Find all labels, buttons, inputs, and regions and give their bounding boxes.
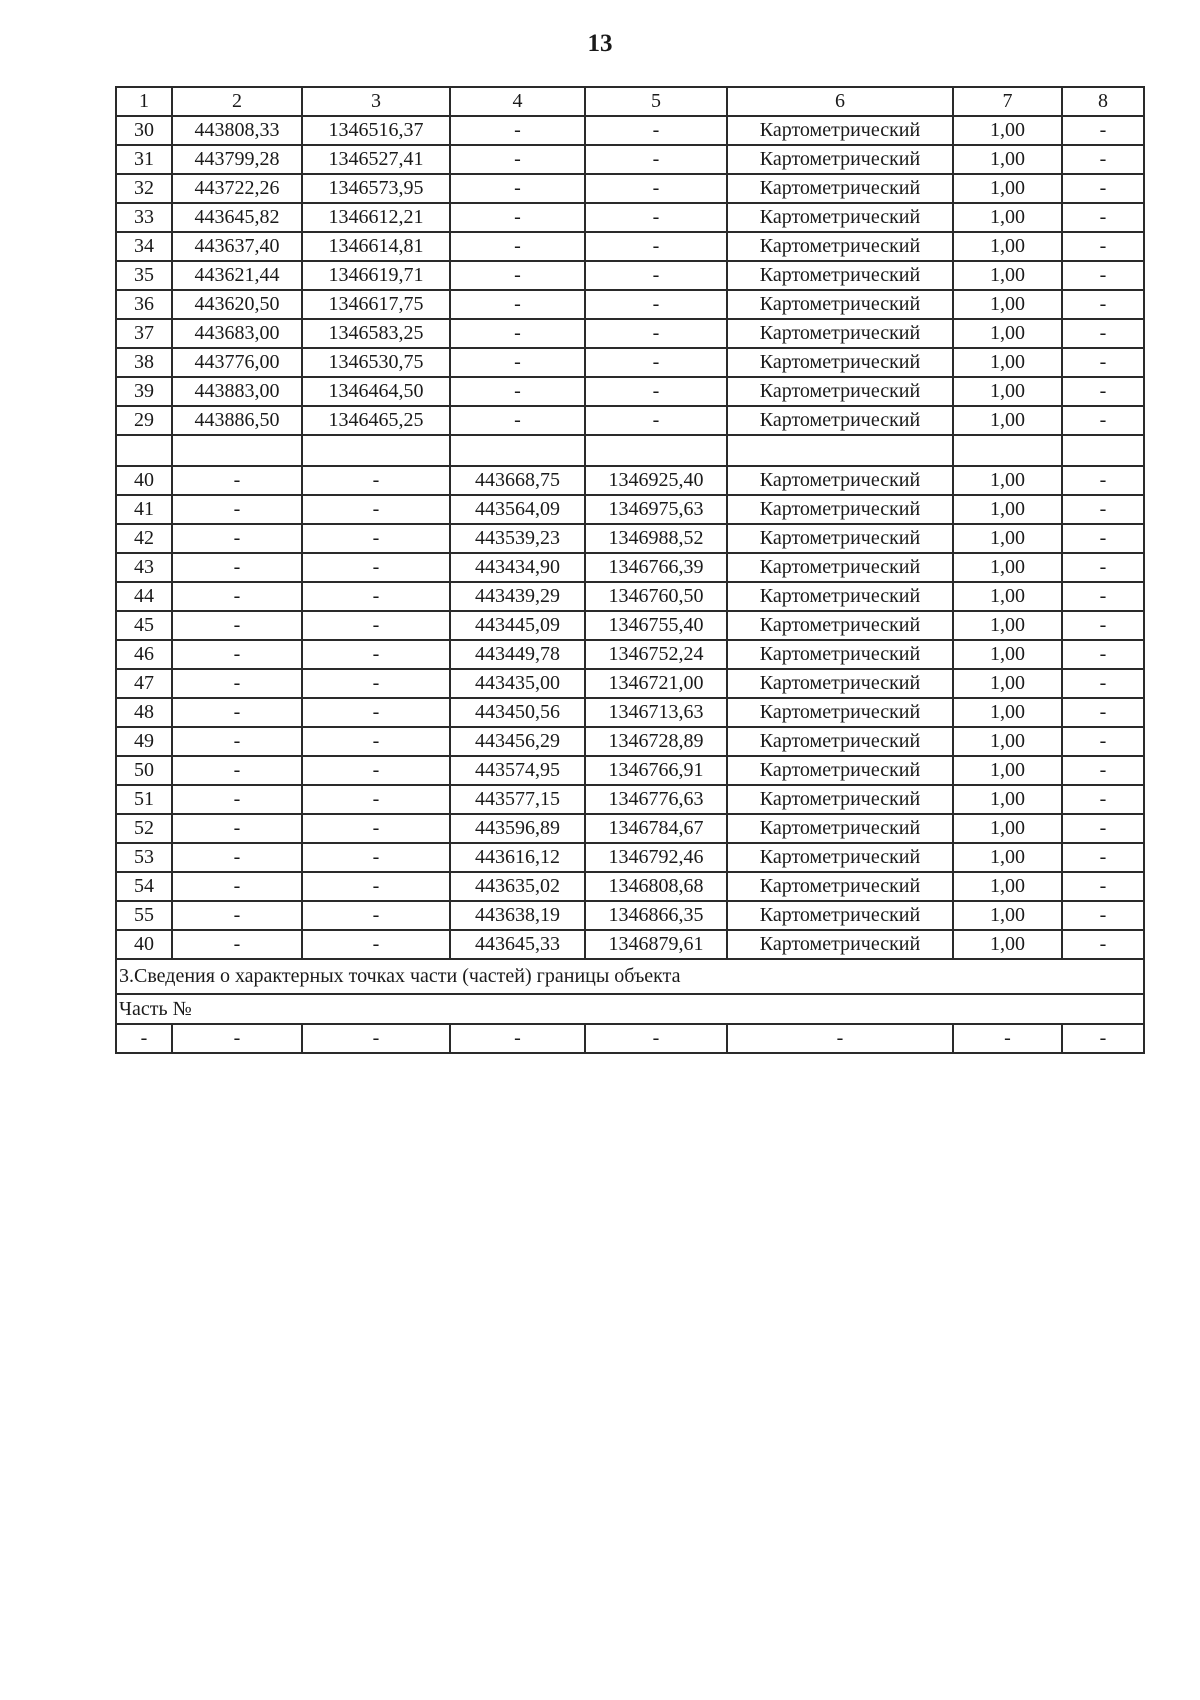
table-row bbox=[116, 348, 1144, 377]
table-cell: 1346614,81 bbox=[302, 232, 450, 261]
table-cell: 1,00 bbox=[953, 756, 1062, 785]
part-cell: - bbox=[1062, 1024, 1144, 1053]
table-cell: 443883,00 bbox=[172, 377, 302, 406]
table-cell: - bbox=[1062, 553, 1144, 582]
method-cell: Картометрический bbox=[727, 232, 953, 261]
table-cell: 443434,90 bbox=[450, 553, 585, 582]
method-cell: Картометрический bbox=[727, 319, 953, 348]
table-cell: 41 bbox=[116, 495, 172, 524]
table-cell: - bbox=[1062, 727, 1144, 756]
header-row bbox=[116, 87, 1144, 116]
table-cell: - bbox=[585, 348, 727, 377]
table-cell: 48 bbox=[116, 698, 172, 727]
table-cell: - bbox=[302, 698, 450, 727]
table-cell: 1,00 bbox=[953, 640, 1062, 669]
table-cell: 443435,00 bbox=[450, 669, 585, 698]
table-cell: - bbox=[585, 174, 727, 203]
table-cell: - bbox=[1062, 232, 1144, 261]
header-cell: 4 bbox=[450, 87, 585, 116]
table-cell: 45 bbox=[116, 611, 172, 640]
table-cell: - bbox=[302, 930, 450, 959]
table-cell: - bbox=[172, 872, 302, 901]
method-cell: Картометрический bbox=[727, 698, 953, 727]
table-cell: 1346975,63 bbox=[585, 495, 727, 524]
method-cell: Картометрический bbox=[727, 377, 953, 406]
table-cell: - bbox=[450, 116, 585, 145]
table-cell: 38 bbox=[116, 348, 172, 377]
method-cell: Картометрический bbox=[727, 582, 953, 611]
table-row bbox=[116, 669, 1144, 698]
table-cell: - bbox=[585, 406, 727, 435]
table-cell: 443620,50 bbox=[172, 290, 302, 319]
table-cell: - bbox=[1062, 930, 1144, 959]
table-cell: - bbox=[172, 698, 302, 727]
table-row bbox=[116, 290, 1144, 319]
table-cell: - bbox=[585, 377, 727, 406]
table-cell: 1,00 bbox=[953, 466, 1062, 495]
table-cell: 1,00 bbox=[953, 611, 1062, 640]
table-cell: - bbox=[302, 611, 450, 640]
part-cell: - bbox=[953, 1024, 1062, 1053]
table-cell: - bbox=[450, 174, 585, 203]
table-cell: - bbox=[1062, 116, 1144, 145]
table-cell: - bbox=[172, 756, 302, 785]
table-cell: - bbox=[302, 640, 450, 669]
table-cell: 443616,12 bbox=[450, 843, 585, 872]
table-row bbox=[116, 814, 1144, 843]
table-cell: 33 bbox=[116, 203, 172, 232]
table-cell: 443564,09 bbox=[450, 495, 585, 524]
table-cell: 1,00 bbox=[953, 669, 1062, 698]
table-cell: - bbox=[1062, 348, 1144, 377]
section-3-row bbox=[116, 959, 1144, 994]
table-cell: 1,00 bbox=[953, 261, 1062, 290]
table-cell: 443445,09 bbox=[450, 611, 585, 640]
page-number: 13 bbox=[587, 30, 613, 57]
table-cell: 1346516,37 bbox=[302, 116, 450, 145]
table-cell: - bbox=[450, 406, 585, 435]
section-3-title: 3.Сведения о характерных точках части (частей) границы объекта bbox=[116, 959, 1144, 994]
table-cell: - bbox=[302, 785, 450, 814]
table-cell: - bbox=[1062, 785, 1144, 814]
table-cell: 1346465,25 bbox=[302, 406, 450, 435]
table-cell: 1346619,71 bbox=[302, 261, 450, 290]
table-row bbox=[116, 145, 1144, 174]
table-cell: - bbox=[1062, 145, 1144, 174]
table-row bbox=[116, 640, 1144, 669]
table-cell: 51 bbox=[116, 785, 172, 814]
method-cell: Картометрический bbox=[727, 495, 953, 524]
part-row bbox=[116, 1024, 1144, 1053]
table-cell: 443439,29 bbox=[450, 582, 585, 611]
table-cell: 1,00 bbox=[953, 872, 1062, 901]
table-cell: - bbox=[172, 582, 302, 611]
table-cell: 54 bbox=[116, 872, 172, 901]
table-cell: - bbox=[172, 524, 302, 553]
table-cell: 443539,23 bbox=[450, 524, 585, 553]
method-cell: Картометрический bbox=[727, 785, 953, 814]
table-cell: - bbox=[302, 901, 450, 930]
table-row bbox=[116, 727, 1144, 756]
table-cell: - bbox=[172, 466, 302, 495]
table-row bbox=[116, 524, 1144, 553]
table-cell: - bbox=[172, 814, 302, 843]
table-cell: - bbox=[302, 466, 450, 495]
table-cell: - bbox=[1062, 582, 1144, 611]
table-cell: 1,00 bbox=[953, 290, 1062, 319]
table-cell: 1346573,95 bbox=[302, 174, 450, 203]
table-cell: 1,00 bbox=[953, 348, 1062, 377]
table-cell: 1346760,50 bbox=[585, 582, 727, 611]
table-row bbox=[116, 843, 1144, 872]
table-cell: 1346583,25 bbox=[302, 319, 450, 348]
method-cell: Картометрический bbox=[727, 116, 953, 145]
method-cell: Картометрический bbox=[727, 872, 953, 901]
table-row bbox=[116, 553, 1144, 582]
table-cell: 1,00 bbox=[953, 843, 1062, 872]
table-row bbox=[116, 611, 1144, 640]
table-cell: 42 bbox=[116, 524, 172, 553]
table-cell: 44 bbox=[116, 582, 172, 611]
table-cell: 443683,00 bbox=[172, 319, 302, 348]
table-cell: 1,00 bbox=[953, 814, 1062, 843]
table-cell: - bbox=[302, 843, 450, 872]
table-cell: - bbox=[302, 756, 450, 785]
method-cell: Картометрический bbox=[727, 843, 953, 872]
table-cell: - bbox=[1062, 174, 1144, 203]
table-cell: 1346766,39 bbox=[585, 553, 727, 582]
table-cell: - bbox=[450, 348, 585, 377]
method-cell: Картометрический bbox=[727, 174, 953, 203]
table-cell: 1,00 bbox=[953, 901, 1062, 930]
method-cell: Картометрический bbox=[727, 348, 953, 377]
table-row bbox=[116, 698, 1144, 727]
table-cell: - bbox=[1062, 611, 1144, 640]
table-cell: 1,00 bbox=[953, 319, 1062, 348]
table-row bbox=[116, 174, 1144, 203]
method-cell: Картометрический bbox=[727, 727, 953, 756]
method-cell: Картометрический bbox=[727, 553, 953, 582]
table-cell: 36 bbox=[116, 290, 172, 319]
table-cell: - bbox=[450, 319, 585, 348]
table-cell: - bbox=[1062, 290, 1144, 319]
method-cell: Картометрический bbox=[727, 930, 953, 959]
header-cell: 7 bbox=[953, 87, 1062, 116]
method-cell: Картометрический bbox=[727, 145, 953, 174]
table-cell: 49 bbox=[116, 727, 172, 756]
table-cell: - bbox=[450, 232, 585, 261]
table-cell: 443635,02 bbox=[450, 872, 585, 901]
table-cell: - bbox=[585, 261, 727, 290]
table-cell: - bbox=[585, 290, 727, 319]
table-cell: 1346766,91 bbox=[585, 756, 727, 785]
table-cell: - bbox=[172, 930, 302, 959]
table-cell: 1,00 bbox=[953, 174, 1062, 203]
part-label: Часть № bbox=[116, 994, 1144, 1024]
table-cell: 443449,78 bbox=[450, 640, 585, 669]
table-cell: 1,00 bbox=[953, 582, 1062, 611]
table-cell: - bbox=[172, 611, 302, 640]
table-cell: - bbox=[172, 640, 302, 669]
header-cell: 1 bbox=[116, 87, 172, 116]
table-cell: 443456,29 bbox=[450, 727, 585, 756]
table-cell: 443621,44 bbox=[172, 261, 302, 290]
table-cell: - bbox=[1062, 814, 1144, 843]
header-cell: 8 bbox=[1062, 87, 1144, 116]
method-cell: Картометрический bbox=[727, 524, 953, 553]
table-cell: - bbox=[1062, 406, 1144, 435]
table-cell: 29 bbox=[116, 406, 172, 435]
table-cell: 35 bbox=[116, 261, 172, 290]
table-cell: - bbox=[172, 901, 302, 930]
table-cell: - bbox=[302, 727, 450, 756]
coordinates-table bbox=[115, 86, 1145, 1054]
table-cell: 1346784,67 bbox=[585, 814, 727, 843]
table-cell: - bbox=[1062, 901, 1144, 930]
table-cell: 30 bbox=[116, 116, 172, 145]
method-cell: Картометрический bbox=[727, 901, 953, 930]
table-cell: 31 bbox=[116, 145, 172, 174]
table-row bbox=[116, 466, 1144, 495]
table-cell: 1,00 bbox=[953, 524, 1062, 553]
table-cell: 443645,82 bbox=[172, 203, 302, 232]
table-row bbox=[116, 203, 1144, 232]
table-cell: - bbox=[450, 145, 585, 174]
table-cell: 40 bbox=[116, 466, 172, 495]
table-cell: 1346713,63 bbox=[585, 698, 727, 727]
table-cell: - bbox=[302, 814, 450, 843]
table-cell: 443638,19 bbox=[450, 901, 585, 930]
table-cell: - bbox=[585, 232, 727, 261]
table-cell: 1346464,50 bbox=[302, 377, 450, 406]
table-cell: - bbox=[450, 203, 585, 232]
method-cell: Картометрический bbox=[727, 611, 953, 640]
table-cell: - bbox=[302, 872, 450, 901]
table-cell: 1,00 bbox=[953, 232, 1062, 261]
method-cell: Картометрический bbox=[727, 406, 953, 435]
table-row bbox=[116, 756, 1144, 785]
table-cell: 1346792,46 bbox=[585, 843, 727, 872]
table-row bbox=[116, 785, 1144, 814]
table-cell: 1,00 bbox=[953, 145, 1062, 174]
table-cell: - bbox=[1062, 261, 1144, 290]
part-cell: - bbox=[302, 1024, 450, 1053]
table-cell: 53 bbox=[116, 843, 172, 872]
table-cell: - bbox=[450, 290, 585, 319]
table-cell: 52 bbox=[116, 814, 172, 843]
table-row bbox=[116, 495, 1144, 524]
part-cell: - bbox=[727, 1024, 953, 1053]
table-cell: 1,00 bbox=[953, 785, 1062, 814]
table-cell: - bbox=[1062, 377, 1144, 406]
table-row bbox=[116, 116, 1144, 145]
method-cell: Картометрический bbox=[727, 814, 953, 843]
table-row bbox=[116, 261, 1144, 290]
table-cell: 1346879,61 bbox=[585, 930, 727, 959]
table-cell: 39 bbox=[116, 377, 172, 406]
table-cell: 443886,50 bbox=[172, 406, 302, 435]
table-cell: - bbox=[1062, 843, 1144, 872]
table-cell: 1,00 bbox=[953, 116, 1062, 145]
table-cell: 1346728,89 bbox=[585, 727, 727, 756]
table-cell: 1,00 bbox=[953, 495, 1062, 524]
header-cell: 2 bbox=[172, 87, 302, 116]
method-cell: Картометрический bbox=[727, 203, 953, 232]
table-row bbox=[116, 406, 1144, 435]
table-cell: 443668,75 bbox=[450, 466, 585, 495]
header-cell: 3 bbox=[302, 87, 450, 116]
table-cell: 1346808,68 bbox=[585, 872, 727, 901]
table-cell: 1346776,63 bbox=[585, 785, 727, 814]
table-cell: 443776,00 bbox=[172, 348, 302, 377]
table-cell: 443799,28 bbox=[172, 145, 302, 174]
table-cell: - bbox=[172, 727, 302, 756]
table-cell: - bbox=[172, 669, 302, 698]
table-cell: - bbox=[450, 377, 585, 406]
method-cell: Картометрический bbox=[727, 640, 953, 669]
table-cell: 37 bbox=[116, 319, 172, 348]
table-cell: - bbox=[1062, 495, 1144, 524]
table-cell: 46 bbox=[116, 640, 172, 669]
table-cell: 50 bbox=[116, 756, 172, 785]
table-cell: 1,00 bbox=[953, 930, 1062, 959]
table-cell: 443577,15 bbox=[450, 785, 585, 814]
part-cell: - bbox=[450, 1024, 585, 1053]
table-cell: 1,00 bbox=[953, 553, 1062, 582]
method-cell: Картометрический bbox=[727, 466, 953, 495]
table-cell: - bbox=[1062, 640, 1144, 669]
table-cell: - bbox=[585, 319, 727, 348]
table-cell: - bbox=[1062, 756, 1144, 785]
table-cell: 1346866,35 bbox=[585, 901, 727, 930]
table-cell: 1,00 bbox=[953, 406, 1062, 435]
method-cell: Картометрический bbox=[727, 261, 953, 290]
method-cell: Картометрический bbox=[727, 290, 953, 319]
table-row bbox=[116, 872, 1144, 901]
table-cell: 34 bbox=[116, 232, 172, 261]
table-cell: 1346721,00 bbox=[585, 669, 727, 698]
table-cell: 32 bbox=[116, 174, 172, 203]
table-cell: - bbox=[172, 495, 302, 524]
table-cell: - bbox=[585, 203, 727, 232]
table-cell: 1,00 bbox=[953, 727, 1062, 756]
table-cell: - bbox=[1062, 524, 1144, 553]
table-cell: 1346752,24 bbox=[585, 640, 727, 669]
table-cell: 1,00 bbox=[953, 698, 1062, 727]
table-cell: 1346612,21 bbox=[302, 203, 450, 232]
part-cell: - bbox=[116, 1024, 172, 1053]
table-cell: - bbox=[302, 669, 450, 698]
table-cell: 443722,26 bbox=[172, 174, 302, 203]
table-cell: - bbox=[1062, 319, 1144, 348]
table-cell: - bbox=[172, 843, 302, 872]
table-cell: 40 bbox=[116, 930, 172, 959]
header-cell: 6 bbox=[727, 87, 953, 116]
table-row bbox=[116, 582, 1144, 611]
part-label-row bbox=[116, 994, 1144, 1024]
table-cell: - bbox=[585, 116, 727, 145]
method-cell: Картометрический bbox=[727, 756, 953, 785]
table-cell: 1,00 bbox=[953, 203, 1062, 232]
table-row bbox=[116, 319, 1144, 348]
table-cell: - bbox=[302, 553, 450, 582]
blank-row bbox=[116, 435, 1144, 466]
table-cell: 443574,95 bbox=[450, 756, 585, 785]
table-cell: - bbox=[172, 553, 302, 582]
table-cell: - bbox=[1062, 203, 1144, 232]
table-cell: 443637,40 bbox=[172, 232, 302, 261]
table-cell: 47 bbox=[116, 669, 172, 698]
table-cell: - bbox=[172, 785, 302, 814]
table-cell: 1346530,75 bbox=[302, 348, 450, 377]
table-cell: 43 bbox=[116, 553, 172, 582]
table-cell: 443596,89 bbox=[450, 814, 585, 843]
table-row bbox=[116, 377, 1144, 406]
method-cell: Картометрический bbox=[727, 669, 953, 698]
table-cell: - bbox=[585, 145, 727, 174]
header-cell: 5 bbox=[585, 87, 727, 116]
table-cell: - bbox=[1062, 669, 1144, 698]
part-cell: - bbox=[585, 1024, 727, 1053]
table-row bbox=[116, 232, 1144, 261]
table-cell: 443645,33 bbox=[450, 930, 585, 959]
table-cell: - bbox=[1062, 698, 1144, 727]
table-cell: - bbox=[302, 524, 450, 553]
table-cell: 1346527,41 bbox=[302, 145, 450, 174]
table-cell: 1346988,52 bbox=[585, 524, 727, 553]
table-cell: - bbox=[302, 582, 450, 611]
table-cell: 443808,33 bbox=[172, 116, 302, 145]
table-cell: 443450,56 bbox=[450, 698, 585, 727]
table-cell: - bbox=[450, 261, 585, 290]
table-cell: - bbox=[1062, 466, 1144, 495]
table-row bbox=[116, 901, 1144, 930]
part-cell: - bbox=[172, 1024, 302, 1053]
table-cell: 1346755,40 bbox=[585, 611, 727, 640]
table-cell: 55 bbox=[116, 901, 172, 930]
table-cell: 1,00 bbox=[953, 377, 1062, 406]
table-cell: - bbox=[302, 495, 450, 524]
table-cell: 1346617,75 bbox=[302, 290, 450, 319]
table-cell: 1346925,40 bbox=[585, 466, 727, 495]
table-cell: - bbox=[1062, 872, 1144, 901]
table-row bbox=[116, 930, 1144, 959]
